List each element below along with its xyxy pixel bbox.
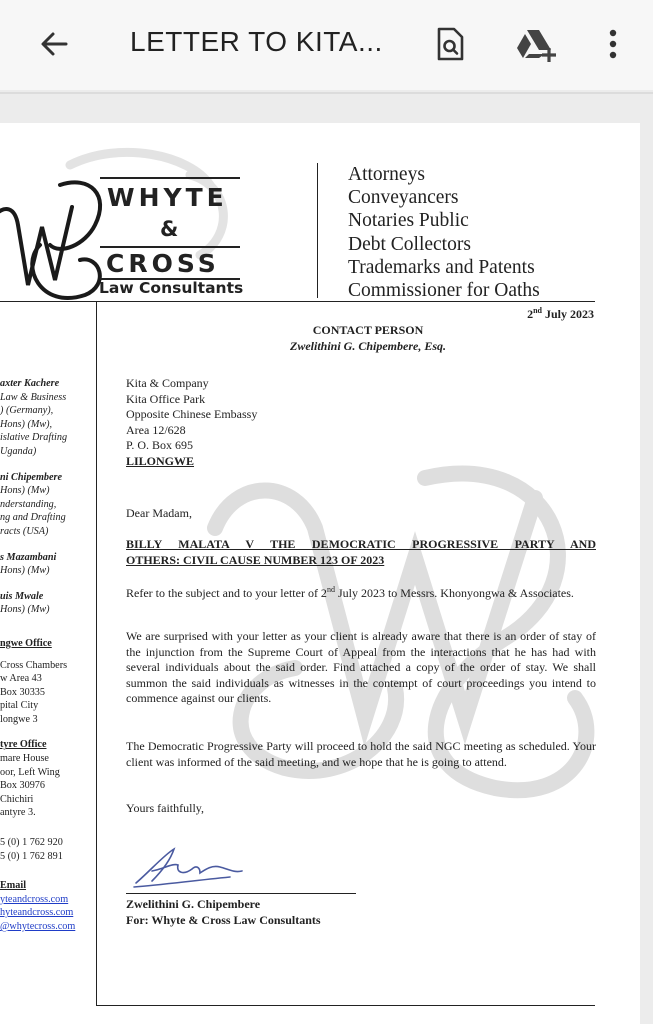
partner-name: s Mazambani — [0, 551, 57, 563]
letter-date — [527, 306, 594, 322]
partner-detail: ) (Germany), — [0, 405, 54, 417]
office-line: oor, Left Wing — [0, 766, 60, 778]
office-line: w Area 43 — [0, 673, 42, 685]
services-list — [348, 163, 540, 302]
app-bar-divider — [0, 92, 653, 94]
recipient-address — [126, 376, 257, 470]
partner-detail: ng and Drafting — [0, 512, 66, 524]
contact-heading: CONTACT PERSON — [312, 323, 424, 337]
logo-rule-middle — [100, 246, 240, 248]
document-page[interactable] — [0, 123, 640, 1024]
partner-detail: Hons) (Mw) — [0, 604, 50, 616]
service-item: Conveyancers — [348, 187, 459, 209]
office-heading: ngwe Office — [0, 637, 52, 649]
signatory-name: Zwelithini G. Chipembere — [126, 897, 261, 911]
partner-detail: islative Drafting — [0, 432, 68, 444]
footer-rule — [96, 1005, 595, 1006]
office-line: Cross Chambers — [0, 659, 68, 671]
letterhead-separator — [317, 163, 318, 298]
firm-name-cross: CROSS — [106, 249, 220, 278]
firm-name-ampersand: & — [160, 217, 179, 241]
firm-name-whyte: WHYTE — [107, 183, 228, 212]
email-link[interactable]: @whytecross.com — [0, 921, 76, 932]
signature-line — [126, 893, 356, 894]
paragraph-text: Refer to the subject and to your letter of 2 — [126, 586, 327, 600]
paragraph-order-of-stay: We are surprised with your letter as your client is already aware that there is an order of stay of the injunction from the Supreme Court of Appeal from the interactions that he has had with several individuals about the said order. Find attached a copy of the order of stay. We shall summon the said individuals as witnesses in the contempt of court proceedings you intend to commence against our clients. — [126, 629, 596, 706]
header-rule — [0, 301, 595, 302]
email-link[interactable]: yteandcross.com — [0, 893, 69, 905]
closing: Yours faithfully, — [126, 801, 205, 815]
partner-detail: Hons) (Mw) — [0, 565, 50, 577]
office-line: antyre 3. — [0, 807, 36, 819]
date-suffix: nd — [533, 306, 542, 315]
document-search-icon[interactable] — [430, 24, 470, 64]
back-arrow-icon[interactable] — [34, 24, 74, 64]
paragraph-reference — [126, 582, 596, 602]
address-line: Opposite Chinese Embassy — [126, 407, 258, 422]
email-link[interactable]: hyteandcross.com — [0, 907, 74, 919]
paragraph-ngc-meeting: The Democratic Progressive Party will proceed to hold the said NGC meeting as scheduled. Your client was informed of the said meeting, and we hope that he is going to attend. — [126, 739, 596, 769]
firm-subtitle: Law Consultants — [99, 279, 244, 297]
add-to-drive-icon[interactable] — [515, 24, 555, 64]
partner-detail: Law & Business — [0, 391, 67, 403]
service-item: Debt Collectors — [348, 233, 471, 255]
subject-line: BILLY MALATA V THE DEMOCRATIC PROGRESSIVE PARTY AND — [126, 537, 596, 551]
office-line: longwe 3 — [0, 713, 38, 725]
sidebar-partners — [0, 377, 75, 934]
service-item: Notaries Public — [348, 210, 469, 232]
contact-name: Zwelithini G. Chipembere, Esq. — [289, 339, 446, 353]
date-day: 2 — [527, 307, 534, 321]
address-line: Kita Office Park — [126, 391, 206, 406]
app-bar — [0, 0, 653, 90]
signatory-firm: For: Whyte & Cross Law Consultants — [126, 913, 321, 927]
partner-name: axter Kachere — [0, 378, 60, 389]
document-title: LETTER TO KITA... — [130, 26, 383, 57]
office-line: Box 30976 — [0, 780, 45, 792]
office-line: Box 30335 — [0, 686, 45, 698]
partner-name: ni Chipembere — [0, 471, 62, 483]
office-line: pital City — [0, 700, 39, 712]
service-item: Trademarks and Patents — [348, 256, 535, 278]
date-month-year: July 2023 — [541, 307, 594, 321]
office-line: mare House — [0, 753, 49, 765]
service-item: Commissioner for Oaths — [348, 280, 540, 302]
email-heading: Email — [0, 880, 27, 892]
partner-detail: Uganda) — [0, 445, 37, 457]
salutation: Dear Madam, — [126, 506, 192, 520]
more-vert-icon[interactable] — [593, 24, 633, 64]
partner-detail: Hons) (Mw), — [0, 418, 53, 430]
partner-detail: nderstanding, — [0, 498, 57, 510]
sidebar-rule — [96, 301, 97, 1005]
service-item: Attorneys — [348, 164, 425, 185]
paragraph-superscript: nd — [326, 585, 335, 594]
address-city: LILONGWE — [126, 453, 195, 468]
logo-rule-top — [100, 177, 240, 179]
letter-subject — [126, 537, 596, 568]
subject-line: OTHERS: CIVIL CAUSE NUMBER 123 OF 2023 — [126, 552, 385, 567]
phone-number: 5 (0) 1 762 891 — [0, 850, 63, 862]
address-line: P. O. Box 695 — [126, 438, 194, 453]
office-line: Chichiri — [0, 793, 34, 805]
partner-name: uis Mwale — [0, 590, 44, 602]
partner-detail: racts (USA) — [0, 525, 49, 537]
address-line: Kita & Company — [126, 376, 209, 390]
office-heading: tyre Office — [0, 739, 47, 751]
phone-number: 5 (0) 1 762 920 — [0, 837, 63, 849]
address-line: Area 12/628 — [126, 422, 186, 437]
signature-scribble — [130, 841, 250, 891]
paragraph-text: July 2023 to Messrs. Khonyongwa & Associates. — [334, 586, 574, 600]
partner-detail: Hons) (Mw) — [0, 485, 50, 497]
